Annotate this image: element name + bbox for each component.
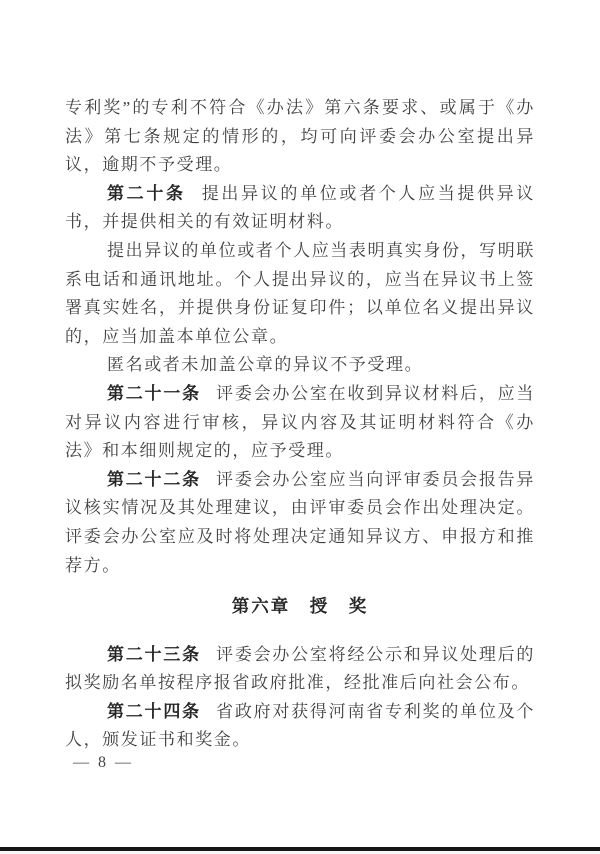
article-21-paragraph	[65, 380, 535, 466]
article-21-number: 第二十一条	[107, 383, 201, 403]
article-22-number: 第二十二条	[107, 469, 201, 489]
paragraph-continuation: 专利奖”的专利不符合《办法》第六条要求、或属于《办法》第七条规定的情形的，均可向评委会办公室提出异议，逾期不予受理。	[65, 98, 535, 175]
article-23-paragraph	[65, 641, 535, 698]
paragraph-anonymous-rejection: 匿名或者未加盖公章的异议不予受理。	[107, 355, 424, 375]
article-22-paragraph	[65, 466, 535, 580]
article-24-number: 第二十四条	[107, 701, 201, 721]
article-23-text: 评委会办公室将经公示和异议处理后的拟奖励名单按程序报省政府批准，经批准后向社会公布。	[65, 644, 536, 693]
article-20-text: 提出异议的单位或者个人应当提供异议书，并提供相关的有效证明材料。	[65, 183, 535, 232]
article-23-number: 第二十三条	[107, 644, 201, 664]
article-20-paragraph	[65, 180, 535, 237]
article-20-number: 第二十条	[107, 183, 186, 203]
article-24-text: 省政府对获得河南省专利奖的单位及个人，颁发证书和奖金。	[65, 701, 536, 750]
article-24-paragraph	[65, 698, 535, 755]
page-number: — 8 —	[73, 754, 134, 771]
paragraph-identity-requirements: 提出异议的单位或者个人应当表明真实身份，写明联系电话和通讯地址。个人提出异议的，应当在异议书上签署真实姓名，并提供身份证复印件；以单位名义提出异议的，应当加盖本单位公章。	[65, 240, 535, 346]
chapter-six-heading: 第六章 授 奖	[231, 596, 369, 617]
document-body	[65, 94, 535, 755]
article-22-text: 评委会办公室应当向评审委员会报告异议核实情况及其处理建议，由评审委员会作出处理决定。评委会办公室应及时将处理决定通知异议方、申报方和推荐方。	[65, 469, 536, 575]
article-21-text: 评委会办公室在收到异议材料后，应当对异议内容进行审核，异议内容及其证明材料符合《办法》和本细则规定的，应予受理。	[65, 383, 536, 461]
